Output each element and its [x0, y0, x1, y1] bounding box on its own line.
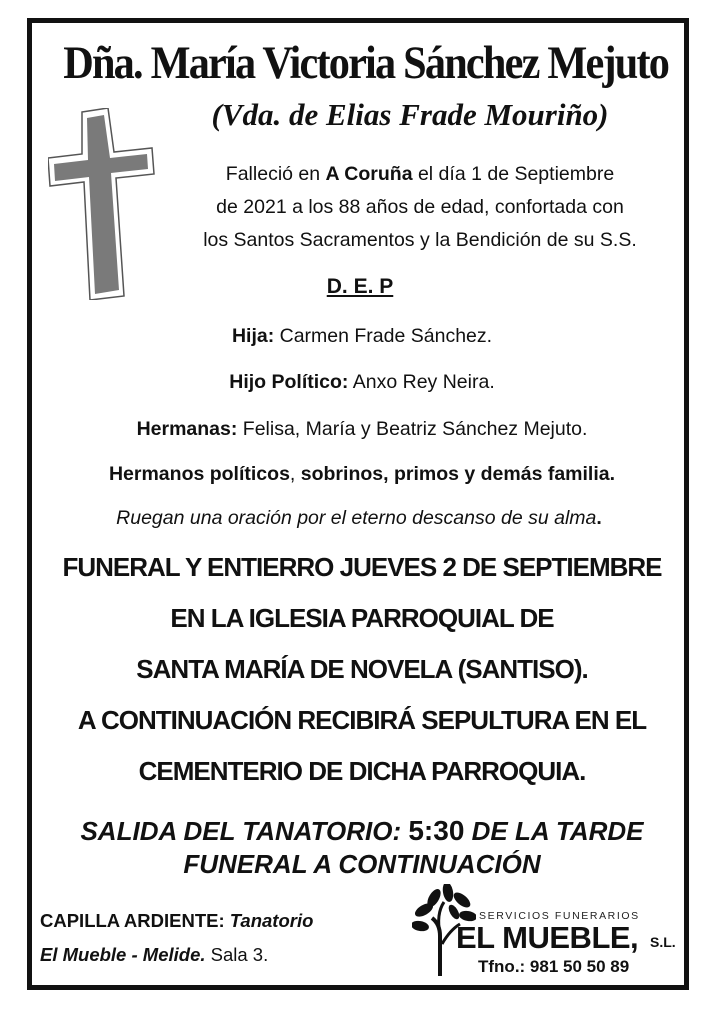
- funeral-line-2: EN LA IGLESIA PARROQUIAL DE: [170, 603, 554, 633]
- dep-heading: D. E. P: [326, 275, 394, 298]
- cross-icon: [48, 108, 160, 300]
- logo-company-name: EL MUEBLE,: [456, 920, 639, 955]
- intro-line-3: los Santos Sacramentos y la Bendición de su S.S.: [203, 229, 637, 251]
- prayer-request: Ruegan una oración por el eterno descanso de su alma.: [116, 507, 602, 529]
- chapel-line-2: El Mueble - Melide. Sala 3.: [40, 944, 269, 965]
- funeral-home-logo: [412, 884, 684, 982]
- widow-of: (Vda. de Elias Frade Mouriño): [211, 97, 609, 132]
- funeral-line-4: A CONTINUACIÓN RECIBIRÁ SEPULTURA EN EL: [77, 705, 647, 735]
- family-others: Hermanos políticos, sobrinos, primos y demás familia.: [108, 463, 616, 485]
- funeral-line-5: CEMENTERIO DE DICHA PARROQUIA.: [138, 756, 586, 786]
- logo-services-text: SERVICIOS FUNERARIOS: [479, 910, 640, 922]
- chapel-line-1: CAPILLA ARDIENTE: Tanatorio: [40, 910, 314, 931]
- logo-suffix: S.L.: [650, 934, 676, 950]
- departure-time: SALIDA DEL TANATORIO: 5:30 DE LA TARDE: [80, 815, 644, 846]
- logo-phone: Tfno.: 981 50 50 89: [478, 957, 630, 976]
- family-sisters: Hermanas: Felisa, María y Beatriz Sánchez Mejuto.: [136, 418, 588, 440]
- family-son-in-law: Hijo Político: Anxo Rey Neira.: [229, 371, 495, 393]
- intro-line-1: Falleció en A Coruña el día 1 de Septiembre: [225, 163, 615, 185]
- family-daughter: Hija: Carmen Frade Sánchez.: [231, 325, 493, 347]
- funeral-line-3: SANTA MARÍA DE NOVELA (SANTISO).: [136, 654, 588, 684]
- intro-line-2: de 2021 a los 88 años de edad, confortada con: [216, 196, 624, 218]
- funeral-after: FUNERAL A CONTINUACIÓN: [183, 849, 541, 879]
- death-announcement: [160, 158, 680, 257]
- funeral-line-1: FUNERAL Y ENTIERRO JUEVES 2 DE SEPTIEMBRE: [62, 552, 662, 582]
- deceased-name: Dña. María Victoria Sánchez Mejuto: [63, 37, 669, 89]
